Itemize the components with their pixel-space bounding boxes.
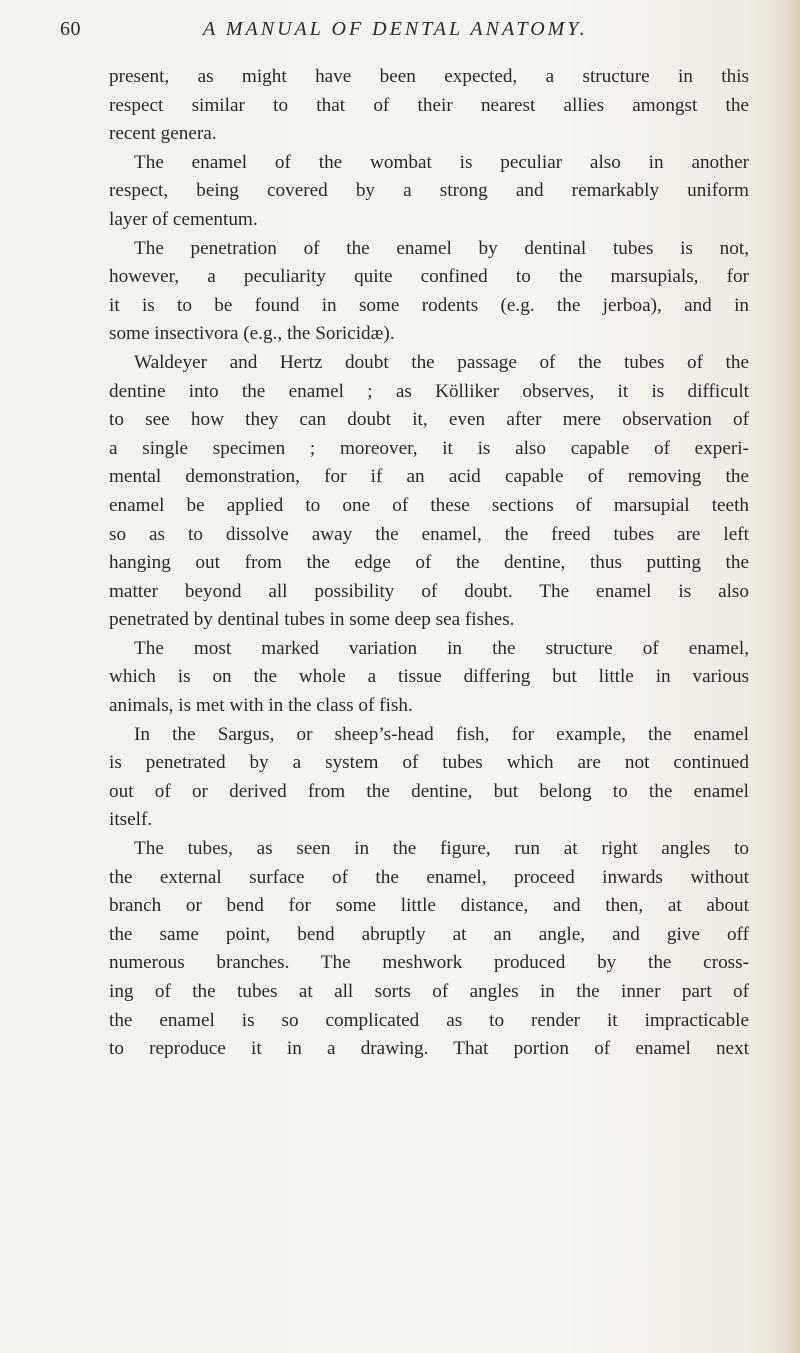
text-line: enamel be applied to one of these sections of marsupial teeth [109, 494, 749, 516]
text-line: In the Sargus, or sheep’s-head fish, for example, the enamel [134, 723, 749, 745]
text-line: The enamel of the wombat is peculiar also in another [134, 151, 749, 173]
text-line: is penetrated by a system of tubes which are not continued [109, 752, 749, 774]
text-line: Waldeyer and Hertz doubt the passage of the tubes of the [134, 351, 749, 373]
body-text [109, 63, 749, 1064]
text-line: out of or derived from the dentine, but belong to the enamel [109, 780, 749, 802]
running-title: A MANUAL OF DENTAL ANATOMY. [203, 18, 588, 40]
text-line: The penetration of the enamel by dentinal tubes is not, [134, 237, 749, 259]
text-line: The tubes, as seen in the figure, run at right angles to [134, 838, 749, 860]
text-line: so as to dissolve away the enamel, the freed tubes are left [109, 523, 749, 545]
text-line: the enamel is so complicated as to render it impracticable [109, 1009, 749, 1031]
text-line: layer of cementum. [109, 208, 258, 230]
text-line: ing of the tubes at all sorts of angles in the inner part of [109, 981, 749, 1002]
text-line: mental demonstration, for if an acid capable of removing the [109, 466, 749, 488]
text-line: the same point, bend abruptly at an angle, and give off [109, 923, 749, 945]
text-line: the external surface of the enamel, proceed inwards without [109, 866, 749, 888]
text-line: to see how they can doubt it, even after mere observation of [109, 409, 749, 431]
text-line: The most marked variation in the structure of enamel, [134, 637, 749, 659]
text-line: which is on the whole a tissue differing but little in various [109, 666, 749, 688]
text-line: present, as might have been expected, a structure in this [109, 66, 749, 87]
text-line: branch or bend for some little distance, and then, at about [109, 895, 749, 917]
text-line: animals, is met with in the class of fish. [109, 695, 413, 717]
text-line: penetrated by dentinal tubes in some deep sea fishes. [109, 609, 515, 631]
running-header [60, 18, 750, 46]
page-number: 60 [60, 18, 81, 40]
text-line: respect, being covered by a strong and remarkably uniform [109, 180, 749, 202]
text-line: to reproduce it in a drawing. That portion of enamel next [109, 1038, 749, 1060]
text-line: recent genera. [109, 123, 217, 145]
text-line: a single specimen ; moreover, it is also capable of experi- [109, 437, 749, 459]
text-line: respect similar to that of their nearest allies amongst the [109, 94, 749, 116]
text-line: dentine into the enamel ; as Kölliker observes, it is difficult [109, 380, 749, 402]
text-line: some insectivora (e.g., the Soricidæ). [109, 323, 395, 345]
text-line: it is to be found in some rodents (e.g. the jerboa), and in [109, 294, 749, 316]
text-line: however, a peculiarity quite confined to the marsupials, for [109, 266, 749, 288]
page-edge-shadow [766, 0, 800, 1353]
text-line: numerous branches. The meshwork produced by the cross- [109, 952, 749, 974]
text-line: itself. [109, 809, 153, 831]
text-line: hanging out from the edge of the dentine, thus putting the [109, 552, 749, 574]
text-line: matter beyond all possibility of doubt. The enamel is also [109, 580, 749, 602]
